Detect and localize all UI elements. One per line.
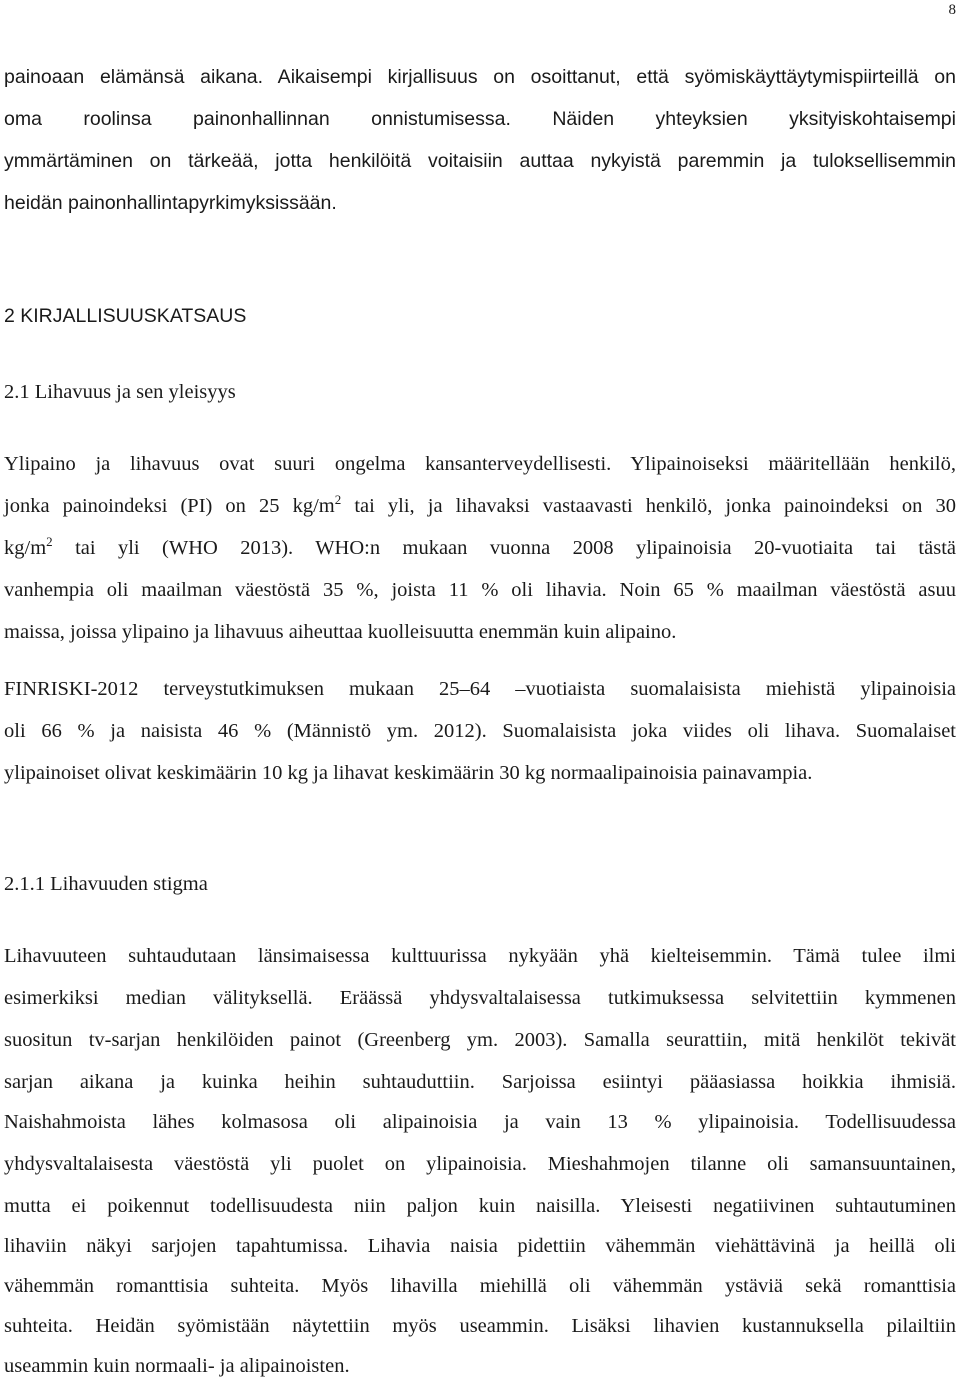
superscript-2: 2 — [46, 534, 53, 550]
section-para1-line-3 — [4, 536, 956, 560]
section-para2-line-3: ylipainoiset olivat keskimäärin 10 kg ja lihavat keskimäärin 30 kg normaalipainoisia painavampia. — [4, 762, 813, 784]
subsection-para-line-9: vähemmän romanttisia suhteita. Myös lihavilla miehillä oli vähemmän ystäviä sekä romanttisia — [4, 1275, 956, 1297]
section-para2-line-2: oli 66 % ja naisista 46 % (Männistö ym. 2012). Suomalaisista joka viides oli lihava. Suomalaiset — [4, 720, 956, 742]
chapter-heading: 2 KIRJALLISUUSKATSAUS — [4, 305, 247, 327]
subsection-para-line-4: sarjan aikana ja kuinka heihin suhtauduttiin. Sarjoissa esiintyi pääasiassa hoikkia ihmisiä. — [4, 1071, 956, 1093]
superscript-2: 2 — [334, 492, 342, 508]
page-number: 8 — [948, 2, 956, 18]
subsection-para-line-2: esimerkiksi median välityksellä. Eräässä yhdysvaltalaisessa tutkimuksessa selvitettiin kymmenen — [4, 987, 956, 1009]
subsection-para-line-8: lihaviin näkyi sarjojen tapahtumissa. Lihavia naisia pidettiin vähemmän viehättävinä ja heillä oli — [4, 1235, 956, 1257]
section-para1-line-1: Ylipaino ja lihavuus ovat suuri ongelma kansanterveydellisesti. Ylipainoiseksi määritellään henkilö, — [4, 453, 956, 475]
subsection-para-line-10: suhteita. Heidän syömistään näytettiin myös useammin. Lisäksi lihavien kustannuksella pilailtiin — [4, 1315, 956, 1337]
intro-line-1: painoaan elämänsä aikana. Aikaisempi kirjallisuus on osoittanut, että syömiskäyttäytymispiirteillä on — [4, 66, 956, 88]
subsection-para-line-6: yhdysvaltalaisesta väestöstä yli puolet on ylipainoisia. Mieshahmojen tilanne oli samansuuntainen, — [4, 1153, 956, 1175]
para1-line3-text-b: tai yli (WHO 2013). WHO:n mukaan vuonna 2008 ylipainoisia 20-vuotiaita tai tästä — [52, 537, 956, 559]
intro-line-3: ymmärtäminen on tärkeää, jotta henkilöitä voitaisiin auttaa nykyistä paremmin ja tuloksellisemmin — [4, 150, 956, 172]
subsection-para-line-11: useammin kuin normaali- ja alipainoisten. — [4, 1355, 350, 1377]
subsection-para-line-3: suositun tv-sarjan henkilöiden painot (Greenberg ym. 2003). Samalla seurattiin, mitä henkilöt tekivät — [4, 1029, 956, 1051]
para1-line2-text-b: tai yli, ja lihavaksi vastaavasti henkilö, jonka painoindeksi on 30 — [341, 495, 956, 517]
subsection-para-line-5: Naishahmoista lähes kolmasosa oli alipainoisia ja vain 13 % ylipainoisia. Todellisuudessa — [4, 1111, 956, 1133]
intro-line-2: oma roolinsa painonhallinnan onnistumisessa. Näiden yhteyksien yksityiskohtaisempi — [4, 108, 956, 130]
section-para2-line-1: FINRISKI-2012 terveystutkimuksen mukaan 25–64 –vuotiaista suomalaisista miehistä ylipainoisia — [4, 678, 956, 700]
subsection-heading: 2.1.1 Lihavuuden stigma — [4, 873, 208, 895]
section-para1-line-2 — [4, 494, 956, 518]
subsection-para-line-7: mutta ei poikennut todellisuudesta niin paljon kuin naisilla. Yleisesti negatiivinen suhtautuminen — [4, 1195, 956, 1217]
para1-line2-text-a: jonka painoindeksi (PI) on 25 kg/m — [4, 495, 335, 517]
para1-line3-text-a: kg/m — [4, 537, 47, 559]
intro-line-4: heidän painonhallintapyrkimyksissään. — [4, 192, 337, 214]
section-para1-line-4: vanhempia oli maailman väestöstä 35 %, joista 11 % oli lihavia. Noin 65 % maailman väestöstä asuu — [4, 579, 956, 601]
subsection-para-line-1: Lihavuuteen suhtaudutaan länsimaisessa kulttuurissa nykyään yhä kielteisemmin. Tämä tulee ilmi — [4, 945, 956, 967]
section-heading: 2.1 Lihavuus ja sen yleisyys — [4, 381, 236, 403]
section-para1-line-5: maissa, joissa ylipaino ja lihavuus aiheuttaa kuolleisuutta enemmän kuin alipaino. — [4, 621, 677, 643]
